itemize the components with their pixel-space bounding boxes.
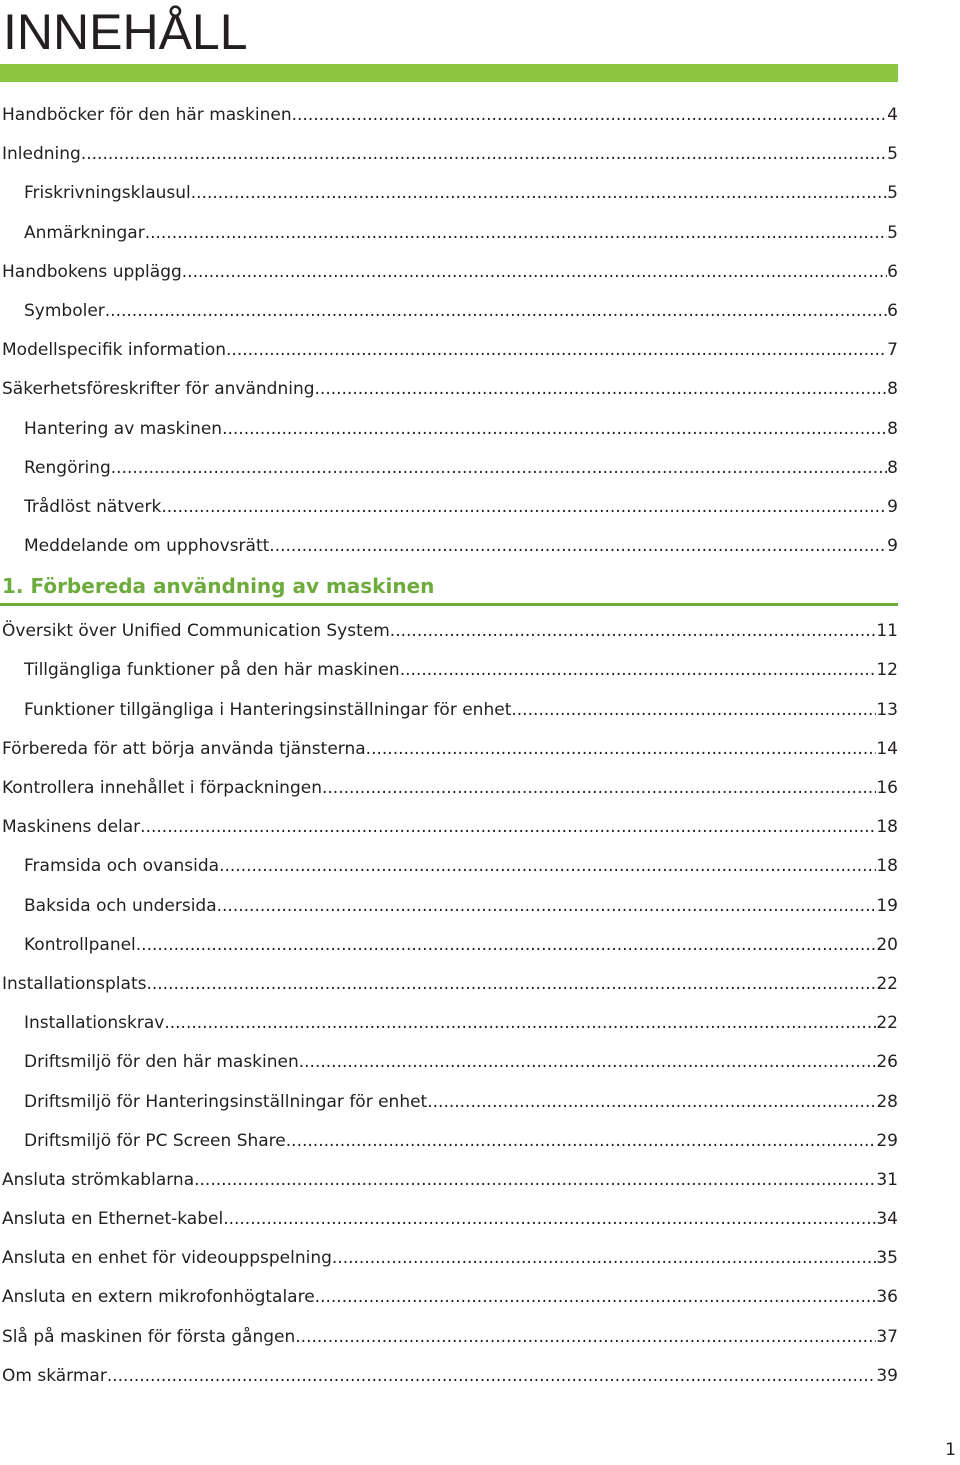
toc-entry-page: 22 xyxy=(876,973,898,994)
toc-entry-label: Trådlöst nätverk xyxy=(24,496,162,517)
toc-leader-dots xyxy=(107,1357,877,1396)
toc-entry[interactable] xyxy=(0,965,898,1004)
toc-entry-page: 37 xyxy=(876,1326,898,1347)
toc-entry[interactable] xyxy=(0,1004,898,1043)
toc-entry-label: Tillgängliga funktioner på den här maskinen xyxy=(24,660,400,681)
toc-entry-label: Baksida och undersida xyxy=(24,895,217,916)
toc-leader-dots xyxy=(299,1043,877,1082)
toc-leader-dots xyxy=(136,926,877,965)
toc-leader-dots xyxy=(182,253,887,292)
toc-entry-label: Ansluta en enhet för videouppspelning xyxy=(2,1248,332,1269)
toc-entry[interactable] xyxy=(0,651,898,690)
toc-entry-label: Översikt över Unified Communication System xyxy=(2,621,390,642)
chapter-title[interactable]: 1. Förbereda användning av maskinen xyxy=(2,574,435,599)
toc-entry-label: Ansluta en extern mikrofonhögtalare xyxy=(2,1287,315,1308)
toc-entry[interactable] xyxy=(0,1357,898,1396)
toc-entry-page: 13 xyxy=(876,699,898,720)
toc-entry[interactable] xyxy=(0,135,898,174)
toc-leader-dots xyxy=(164,1004,876,1043)
toc-entry-page: 22 xyxy=(876,1013,898,1034)
toc-entry-page: 5 xyxy=(887,183,898,204)
toc-entry-page: 39 xyxy=(876,1365,898,1386)
toc-front-matter xyxy=(0,96,898,566)
page-number: 1 xyxy=(945,1440,956,1460)
toc-leader-dots xyxy=(427,1083,876,1122)
toc-leader-dots xyxy=(219,847,876,886)
toc-entry-label: Maskinens delar xyxy=(2,817,141,838)
toc-entry-label: Modellspecifik information xyxy=(2,340,227,361)
toc-entry-page: 11 xyxy=(876,621,898,642)
toc-entry-label: Anmärkningar xyxy=(24,222,145,243)
toc-entry-page: 5 xyxy=(887,144,898,165)
toc-entry-page: 9 xyxy=(887,536,898,557)
toc-entry[interactable] xyxy=(0,1122,898,1161)
toc-leader-dots xyxy=(222,410,887,449)
toc-entry-label: Handbokens upplägg xyxy=(2,261,182,282)
toc-entry-page: 19 xyxy=(876,895,898,916)
toc-leader-dots xyxy=(111,449,887,488)
toc-entry-label: Handböcker för den här maskinen xyxy=(2,105,292,125)
toc-entry-label: Meddelande om upphovsrätt xyxy=(24,536,270,557)
toc-entry[interactable] xyxy=(0,691,898,730)
toc-leader-dots xyxy=(191,174,887,213)
toc-entry[interactable] xyxy=(0,612,898,651)
toc-leader-dots xyxy=(511,691,876,730)
toc-entry-label: Ansluta strömkablarna xyxy=(2,1169,195,1190)
toc-entry-label: Installationsplats xyxy=(2,973,147,994)
toc-leader-dots xyxy=(105,292,887,331)
toc-entry[interactable] xyxy=(0,449,898,488)
toc-leader-dots xyxy=(292,96,888,135)
toc-entry[interactable] xyxy=(0,370,898,409)
toc-entry-page: 34 xyxy=(876,1209,898,1230)
toc-entry-page: 18 xyxy=(876,856,898,877)
toc-leader-dots xyxy=(269,527,887,566)
toc-entry[interactable] xyxy=(0,1239,898,1278)
toc-leader-dots xyxy=(226,331,887,370)
toc-leader-dots xyxy=(315,1278,877,1317)
toc-entry[interactable] xyxy=(0,926,898,965)
toc-entry-page: 26 xyxy=(876,1052,898,1073)
toc-entry[interactable] xyxy=(0,808,898,847)
toc-entry[interactable] xyxy=(0,1161,898,1200)
toc-entry-page: 36 xyxy=(876,1287,898,1308)
toc-leader-dots xyxy=(366,730,877,769)
toc-entry[interactable] xyxy=(0,1318,898,1357)
toc-entry-label: Driftsmiljö för den här maskinen xyxy=(24,1052,299,1073)
toc-entry-label: Kontrollera innehållet i förpackningen xyxy=(2,778,322,798)
toc-leader-dots xyxy=(390,612,877,651)
toc-leader-dots xyxy=(146,965,876,1004)
toc-entry-label: Friskrivningsklausul xyxy=(24,183,191,204)
chapter-rule xyxy=(0,603,898,606)
toc-leader-dots xyxy=(223,1200,876,1239)
toc-entry-page: 8 xyxy=(887,379,898,400)
toc-entry[interactable] xyxy=(0,527,898,566)
title-accent-bar xyxy=(0,64,898,82)
toc-leader-dots xyxy=(332,1239,876,1278)
toc-entry[interactable] xyxy=(0,887,898,926)
toc-leader-dots xyxy=(81,135,887,174)
toc-entry-label: Ansluta en Ethernet-kabel xyxy=(2,1209,224,1230)
toc-entry-page: 9 xyxy=(887,496,898,517)
toc-leader-dots xyxy=(295,1318,876,1357)
toc-entry-label: Symboler xyxy=(24,300,105,321)
toc-entry-page: 6 xyxy=(887,300,898,321)
toc-entry[interactable] xyxy=(0,253,898,292)
toc-leader-dots xyxy=(161,488,887,527)
toc-entry-label: Hantering av maskinen xyxy=(24,418,223,439)
toc-entry[interactable] xyxy=(0,410,898,449)
toc-entry-label: Inledning xyxy=(2,144,81,165)
toc-entry-label: Funktioner tillgängliga i Hanteringsinställningar för enhet xyxy=(24,699,512,720)
toc-entry[interactable] xyxy=(0,769,898,808)
toc-entry[interactable] xyxy=(0,174,898,213)
toc-entry[interactable] xyxy=(0,214,898,253)
toc-entry-label: Om skärmar xyxy=(2,1365,107,1386)
toc-entry-label: Driftsmiljö för Hanteringsinställningar för enhet xyxy=(24,1091,428,1112)
toc-entry-page: 5 xyxy=(887,222,898,243)
toc-leader-dots xyxy=(315,370,888,409)
toc-chapter-1-entries xyxy=(0,612,898,1396)
toc-entry-page: 7 xyxy=(887,340,898,361)
toc-leader-dots xyxy=(286,1122,877,1161)
toc-entry-label: Kontrollpanel xyxy=(24,934,136,955)
toc-entry-page: 12 xyxy=(876,660,898,681)
toc-entry-page: 35 xyxy=(876,1248,898,1269)
toc-entry-label: Driftsmiljö för PC Screen Share xyxy=(24,1130,286,1151)
table-of-contents xyxy=(0,96,898,1396)
toc-entry-label: Slå på maskinen för första gången xyxy=(2,1326,296,1347)
toc-leader-dots xyxy=(400,651,877,690)
toc-entry-page: 29 xyxy=(876,1130,898,1151)
toc-leader-dots xyxy=(145,214,887,253)
toc-entry[interactable] xyxy=(0,1083,898,1122)
chapter-heading xyxy=(0,566,898,612)
toc-entry[interactable] xyxy=(0,488,898,527)
toc-entry[interactable] xyxy=(0,96,898,135)
toc-leader-dots xyxy=(194,1161,876,1200)
toc-entry-page: 28 xyxy=(876,1091,898,1112)
toc-entry-label: Förbereda för att börja använda tjänsterna xyxy=(2,738,366,759)
page-title: INNEHÅLL xyxy=(3,4,248,60)
toc-entry-page: 31 xyxy=(876,1169,898,1190)
toc-entry-page: 8 xyxy=(887,418,898,439)
toc-entry-page: 6 xyxy=(887,261,898,282)
toc-leader-dots xyxy=(322,769,876,808)
toc-entry-label: Installationskrav xyxy=(24,1013,165,1034)
toc-entry[interactable] xyxy=(0,1200,898,1239)
toc-entry-page: 16 xyxy=(876,778,898,798)
toc-entry-label: Framsida och ovansida xyxy=(24,856,220,877)
toc-entry[interactable] xyxy=(0,1043,898,1082)
toc-entry[interactable] xyxy=(0,847,898,886)
toc-entry[interactable] xyxy=(0,730,898,769)
toc-entry-page: 8 xyxy=(887,457,898,478)
toc-entry[interactable] xyxy=(0,292,898,331)
toc-entry-page: 20 xyxy=(876,934,898,955)
toc-entry-label: Rengöring xyxy=(24,457,111,478)
toc-entry-page: 18 xyxy=(876,817,898,838)
toc-entry-page: 4 xyxy=(887,105,898,125)
toc-leader-dots xyxy=(140,808,876,847)
toc-entry[interactable] xyxy=(0,1278,898,1317)
toc-entry-page: 14 xyxy=(876,738,898,759)
toc-entry[interactable] xyxy=(0,331,898,370)
toc-entry-label: Säkerhetsföreskrifter för användning xyxy=(2,379,315,400)
toc-leader-dots xyxy=(217,887,877,926)
